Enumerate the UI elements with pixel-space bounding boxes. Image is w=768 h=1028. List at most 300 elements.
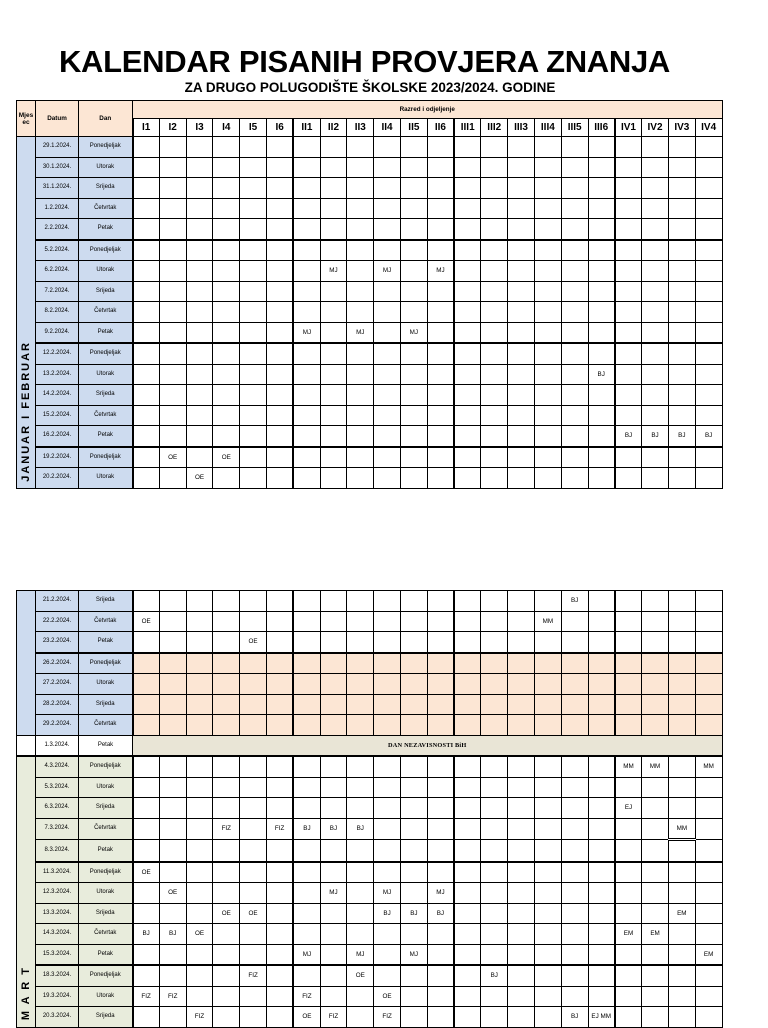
- exam-cell-i5: [240, 447, 267, 468]
- table-row: [17, 986, 723, 1007]
- exam-cell-ii6: [427, 591, 454, 612]
- exam-cell-i5: [240, 468, 267, 489]
- exam-cell-iv2: [642, 986, 669, 1007]
- exam-cell-ii4: [374, 343, 401, 364]
- exam-cell-iii3: [508, 343, 535, 364]
- exam-cell-i1: [133, 777, 160, 798]
- exam-cell-ii1: [293, 405, 320, 426]
- exam-cell-iii2: [481, 986, 508, 1007]
- exam-cell-iv4: [695, 611, 722, 632]
- exam-cell-iii1: [454, 777, 481, 798]
- exam-cell-ii3: [347, 364, 374, 385]
- date-cell: 19.3.2024.: [36, 986, 79, 1007]
- exam-cell-ii4: [374, 924, 401, 945]
- exam-cell-iv3: [668, 756, 695, 777]
- exam-cell-ii1: [293, 178, 320, 199]
- exam-cell-iii2: [481, 157, 508, 178]
- table-row: [17, 343, 723, 364]
- header-class-i4: I4: [213, 119, 240, 137]
- date-cell: 6.2.2024.: [36, 261, 79, 282]
- table-row: [17, 322, 723, 343]
- exam-cell-iii4: [534, 903, 561, 924]
- day-cell: Petak: [79, 426, 133, 447]
- exam-cell-ii1: [293, 364, 320, 385]
- exam-cell-i1: [133, 653, 160, 674]
- exam-cell-iv2: BJ: [642, 426, 669, 447]
- exam-cell-i5: FIZ: [240, 965, 267, 986]
- exam-cell-i3: [186, 137, 213, 158]
- exam-cell-ii4: [374, 281, 401, 302]
- exam-cell-i4: [213, 322, 240, 343]
- exam-cell-iii4: [534, 674, 561, 695]
- exam-cell-ii6: [427, 219, 454, 240]
- exam-cell-i2: [159, 903, 186, 924]
- exam-cell-iii3: [508, 178, 535, 199]
- exam-cell-i2: [159, 302, 186, 323]
- exam-cell-iii2: [481, 903, 508, 924]
- exam-cell-iii2: [481, 447, 508, 468]
- exam-cell-ii2: [320, 385, 347, 406]
- exam-cell-iv3: BJ: [668, 426, 695, 447]
- exam-cell-iv1: [615, 862, 642, 883]
- header-razred-i-odjeljenje: Razred i odjeljenje: [133, 101, 723, 119]
- exam-cell-ii2: [320, 240, 347, 261]
- exam-cell-iii5: [561, 468, 588, 489]
- exam-cell-iv1: [615, 364, 642, 385]
- exam-cell-ii6: [427, 674, 454, 695]
- day-cell: Utorak: [79, 468, 133, 489]
- exam-cell-iii5: [561, 611, 588, 632]
- exam-cell-iii2: [481, 178, 508, 199]
- exam-cell-iii6: [588, 178, 615, 199]
- date-cell: 23.2.2024.: [36, 632, 79, 653]
- exam-cell-ii1: FIZ: [293, 986, 320, 1007]
- exam-cell-iii3: [508, 653, 535, 674]
- exam-cell-iv2: [642, 447, 669, 468]
- table-row: [17, 735, 723, 756]
- exam-cell-iii4: [534, 715, 561, 736]
- exam-cell-iii5: BJ: [561, 1007, 588, 1028]
- table-row: [17, 137, 723, 158]
- exam-cell-iii6: [588, 944, 615, 965]
- header-class-iv4: IV4: [695, 119, 722, 137]
- date-cell: 12.3.2024.: [36, 883, 79, 904]
- exam-cell-ii1: [293, 903, 320, 924]
- header-class-iii4: III4: [534, 119, 561, 137]
- exam-cell-iv4: [695, 653, 722, 674]
- exam-cell-i6: [266, 468, 293, 489]
- exam-cell-iii1: [454, 903, 481, 924]
- exam-cell-ii5: [400, 364, 427, 385]
- exam-cell-iv4: [695, 261, 722, 282]
- exam-cell-ii4: MJ: [374, 883, 401, 904]
- exam-cell-iii3: [508, 219, 535, 240]
- exam-cell-iv4: [695, 240, 722, 261]
- exam-cell-i3: [186, 219, 213, 240]
- exam-cell-ii1: [293, 240, 320, 261]
- exam-cell-i5: [240, 178, 267, 199]
- exam-cell-i4: [213, 715, 240, 736]
- exam-cell-ii4: [374, 426, 401, 447]
- day-cell: Srijeda: [79, 281, 133, 302]
- exam-cell-iii5: [561, 986, 588, 1007]
- exam-cell-i2: [159, 322, 186, 343]
- exam-cell-i5: [240, 240, 267, 261]
- exam-cell-iii1: [454, 883, 481, 904]
- exam-cell-i2: BJ: [159, 924, 186, 945]
- exam-cell-ii3: [347, 715, 374, 736]
- exam-cell-ii6: [427, 198, 454, 219]
- exam-cell-ii2: [320, 426, 347, 447]
- exam-cell-i3: [186, 674, 213, 695]
- exam-cell-ii6: [427, 468, 454, 489]
- date-cell: 8.3.2024.: [36, 840, 79, 862]
- exam-cell-i3: [186, 611, 213, 632]
- exam-cell-i2: [159, 281, 186, 302]
- exam-cell-iv4: [695, 468, 722, 489]
- exam-cell-iv2: [642, 322, 669, 343]
- exam-cell-ii4: [374, 653, 401, 674]
- exam-cell-i6: [266, 903, 293, 924]
- exam-cell-i2: [159, 818, 186, 840]
- exam-cell-iv4: [695, 818, 722, 840]
- exam-cell-ii3: [347, 302, 374, 323]
- exam-cell-i1: [133, 591, 160, 612]
- exam-cell-iii4: [534, 756, 561, 777]
- exam-cell-iii2: [481, 302, 508, 323]
- exam-cell-i6: [266, 756, 293, 777]
- exam-cell-ii5: [400, 694, 427, 715]
- exam-cell-i4: [213, 405, 240, 426]
- exam-cell-iii5: [561, 447, 588, 468]
- exam-cell-iii1: [454, 447, 481, 468]
- exam-cell-iv2: [642, 674, 669, 695]
- exam-cell-iii3: [508, 385, 535, 406]
- exam-cell-ii1: [293, 426, 320, 447]
- exam-cell-i6: [266, 965, 293, 986]
- exam-cell-iii4: [534, 281, 561, 302]
- exam-cell-ii5: [400, 883, 427, 904]
- exam-cell-iii1: [454, 137, 481, 158]
- exam-cell-i3: [186, 777, 213, 798]
- table-row: [17, 157, 723, 178]
- exam-cell-iii6: [588, 385, 615, 406]
- exam-cell-ii1: [293, 798, 320, 819]
- table-row: [17, 385, 723, 406]
- exam-cell-iii3: [508, 756, 535, 777]
- exam-cell-i4: [213, 694, 240, 715]
- exam-cell-i5: [240, 694, 267, 715]
- exam-cell-i2: [159, 426, 186, 447]
- exam-cell-i1: [133, 198, 160, 219]
- exam-cell-i2: [159, 178, 186, 199]
- exam-cell-ii5: [400, 137, 427, 158]
- table-row: [17, 405, 723, 426]
- exam-cell-ii5: [400, 405, 427, 426]
- day-cell: Srijeda: [79, 798, 133, 819]
- exam-cell-iii4: [534, 653, 561, 674]
- exam-cell-i6: [266, 611, 293, 632]
- exam-cell-ii5: [400, 840, 427, 862]
- day-cell: Četvrtak: [79, 198, 133, 219]
- table-row: [17, 674, 723, 695]
- exam-cell-iii2: [481, 281, 508, 302]
- exam-cell-iii3: [508, 364, 535, 385]
- exam-cell-ii1: [293, 385, 320, 406]
- exam-cell-ii5: [400, 632, 427, 653]
- exam-cell-i4: [213, 240, 240, 261]
- date-cell: 18.3.2024.: [36, 965, 79, 986]
- exam-cell-ii3: [347, 924, 374, 945]
- exam-cell-iv3: MM: [668, 818, 695, 840]
- exam-cell-iv2: [642, 405, 669, 426]
- exam-cell-ii5: [400, 178, 427, 199]
- date-cell: 14.3.2024.: [36, 924, 79, 945]
- exam-cell-ii5: [400, 302, 427, 323]
- exam-cell-i6: [266, 157, 293, 178]
- exam-cell-i4: [213, 862, 240, 883]
- exam-cell-iii6: [588, 965, 615, 986]
- exam-cell-iii1: [454, 405, 481, 426]
- exam-cell-iii5: [561, 405, 588, 426]
- exam-cell-ii1: [293, 715, 320, 736]
- exam-cell-ii5: [400, 653, 427, 674]
- exam-cell-ii4: [374, 178, 401, 199]
- exam-cell-i5: [240, 322, 267, 343]
- exam-cell-iii3: [508, 862, 535, 883]
- exam-cell-ii3: [347, 632, 374, 653]
- exam-cell-iii6: [588, 986, 615, 1007]
- exam-cell-i4: [213, 364, 240, 385]
- exam-cell-i3: [186, 426, 213, 447]
- exam-cell-i2: [159, 198, 186, 219]
- exam-cell-ii4: [374, 694, 401, 715]
- table-row: [17, 240, 723, 261]
- exam-cell-iii1: [454, 798, 481, 819]
- exam-cell-iii1: [454, 468, 481, 489]
- date-cell: 16.2.2024.: [36, 426, 79, 447]
- exam-cell-iii3: [508, 924, 535, 945]
- day-cell: Petak: [79, 632, 133, 653]
- exam-cell-iv4: [695, 157, 722, 178]
- exam-cell-iii4: [534, 591, 561, 612]
- exam-cell-ii5: [400, 777, 427, 798]
- exam-cell-iii4: [534, 447, 561, 468]
- exam-cell-iii4: [534, 322, 561, 343]
- exam-cell-iv2: [642, 219, 669, 240]
- exam-cell-ii2: [320, 674, 347, 695]
- exam-cell-i5: [240, 862, 267, 883]
- exam-cell-iv3: [668, 178, 695, 199]
- exam-cell-iii4: [534, 343, 561, 364]
- exam-cell-ii1: [293, 632, 320, 653]
- exam-cell-iv1: [615, 468, 642, 489]
- exam-cell-i2: [159, 364, 186, 385]
- exam-cell-ii3: [347, 178, 374, 199]
- exam-cell-ii1: MJ: [293, 322, 320, 343]
- exam-cell-i5: [240, 591, 267, 612]
- exam-cell-ii3: [347, 777, 374, 798]
- exam-cell-ii5: [400, 157, 427, 178]
- exam-cell-ii3: [347, 219, 374, 240]
- exam-cell-ii1: [293, 674, 320, 695]
- exam-cell-iv2: [642, 468, 669, 489]
- exam-cell-i4: [213, 986, 240, 1007]
- exam-cell-iii3: [508, 674, 535, 695]
- day-cell: Četvrtak: [79, 405, 133, 426]
- exam-cell-iii6: EJ MM: [588, 1007, 615, 1028]
- exam-cell-ii6: [427, 364, 454, 385]
- exam-cell-iv3: EM: [668, 903, 695, 924]
- day-cell: Utorak: [79, 157, 133, 178]
- exam-cell-ii5: [400, 447, 427, 468]
- exam-cell-i5: [240, 426, 267, 447]
- exam-cell-i1: [133, 632, 160, 653]
- exam-cell-ii6: [427, 281, 454, 302]
- exam-cell-iii6: [588, 715, 615, 736]
- exam-cell-ii2: BJ: [320, 818, 347, 840]
- exam-cell-iii3: [508, 468, 535, 489]
- exam-cell-i1: [133, 694, 160, 715]
- exam-cell-iv2: [642, 694, 669, 715]
- exam-cell-iii3: [508, 840, 535, 862]
- exam-cell-i6: [266, 694, 293, 715]
- exam-cell-ii1: [293, 261, 320, 282]
- exam-cell-ii5: [400, 798, 427, 819]
- exam-cell-i3: [186, 261, 213, 282]
- exam-cell-iv1: [615, 986, 642, 1007]
- day-cell: Srijeda: [79, 591, 133, 612]
- exam-cell-iii4: [534, 364, 561, 385]
- day-cell: Srijeda: [79, 903, 133, 924]
- exam-cell-iii5: [561, 178, 588, 199]
- exam-cell-iv4: [695, 715, 722, 736]
- exam-cell-i5: [240, 343, 267, 364]
- exam-cell-i4: [213, 924, 240, 945]
- exam-cell-ii6: [427, 343, 454, 364]
- exam-cell-iii5: [561, 302, 588, 323]
- exam-cell-iv1: [615, 198, 642, 219]
- exam-cell-i5: OE: [240, 632, 267, 653]
- exam-cell-iii5: [561, 715, 588, 736]
- exam-cell-iv1: [615, 840, 642, 862]
- exam-cell-iii3: [508, 903, 535, 924]
- exam-cell-i5: [240, 777, 267, 798]
- exam-cell-iii2: [481, 777, 508, 798]
- day-cell: Utorak: [79, 883, 133, 904]
- exam-cell-iii6: [588, 818, 615, 840]
- exam-cell-i6: [266, 426, 293, 447]
- exam-cell-ii1: [293, 447, 320, 468]
- exam-cell-iii3: [508, 818, 535, 840]
- exam-cell-i1: [133, 883, 160, 904]
- day-cell: Utorak: [79, 364, 133, 385]
- exam-cell-ii5: [400, 468, 427, 489]
- header-dan: Dan: [79, 101, 133, 137]
- exam-cell-ii2: [320, 364, 347, 385]
- exam-cell-iv3: [668, 219, 695, 240]
- table-row: [17, 798, 723, 819]
- exam-cell-i6: [266, 944, 293, 965]
- exam-cell-iii6: [588, 322, 615, 343]
- exam-cell-ii3: [347, 798, 374, 819]
- exam-cell-iv4: [695, 322, 722, 343]
- exam-cell-iii5: [561, 883, 588, 904]
- exam-cell-ii5: MJ: [400, 322, 427, 343]
- exam-cell-iii2: [481, 924, 508, 945]
- day-cell: Četvrtak: [79, 715, 133, 736]
- exam-cell-iv4: [695, 840, 722, 862]
- exam-cell-i6: [266, 219, 293, 240]
- exam-cell-iv2: [642, 777, 669, 798]
- exam-cell-i1: [133, 674, 160, 695]
- table-row: [17, 611, 723, 632]
- exam-cell-iii5: [561, 818, 588, 840]
- exam-cell-iii1: [454, 302, 481, 323]
- exam-cell-i3: [186, 715, 213, 736]
- exam-cell-ii2: [320, 611, 347, 632]
- exam-cell-iv1: [615, 674, 642, 695]
- exam-cell-ii2: [320, 591, 347, 612]
- exam-cell-ii3: [347, 281, 374, 302]
- exam-cell-i2: [159, 632, 186, 653]
- exam-cell-iii5: [561, 924, 588, 945]
- date-cell: 7.2.2024.: [36, 281, 79, 302]
- exam-cell-i6: [266, 198, 293, 219]
- exam-cell-iii2: [481, 343, 508, 364]
- exam-cell-ii2: [320, 343, 347, 364]
- exam-cell-i3: [186, 883, 213, 904]
- table-row: [17, 715, 723, 736]
- exam-cell-i3: [186, 322, 213, 343]
- exam-cell-iii1: [454, 986, 481, 1007]
- exam-cell-iv4: [695, 302, 722, 323]
- exam-cell-i2: [159, 798, 186, 819]
- exam-cell-i3: [186, 903, 213, 924]
- day-cell: Srijeda: [79, 1007, 133, 1028]
- exam-cell-i3: [186, 385, 213, 406]
- exam-cell-i3: [186, 944, 213, 965]
- exam-cell-i1: [133, 302, 160, 323]
- exam-cell-ii5: [400, 965, 427, 986]
- day-cell: Četvrtak: [79, 924, 133, 945]
- exam-cell-ii3: [347, 883, 374, 904]
- exam-cell-iii4: [534, 468, 561, 489]
- exam-cell-iii5: [561, 944, 588, 965]
- month-column-januar-februar: [17, 137, 36, 489]
- exam-cell-iv1: [615, 944, 642, 965]
- exam-cell-iv2: [642, 632, 669, 653]
- exam-cell-iii3: [508, 965, 535, 986]
- day-cell: Četvrtak: [79, 818, 133, 840]
- exam-cell-iv1: BJ: [615, 426, 642, 447]
- exam-cell-iii2: [481, 798, 508, 819]
- exam-cell-ii1: [293, 219, 320, 240]
- exam-cell-iv1: EJ: [615, 798, 642, 819]
- exam-cell-iv3: [668, 468, 695, 489]
- table-row: [17, 178, 723, 199]
- date-cell: 31.1.2024.: [36, 178, 79, 199]
- date-cell: 27.2.2024.: [36, 674, 79, 695]
- exam-cell-ii1: [293, 883, 320, 904]
- exam-cell-i3: [186, 281, 213, 302]
- exam-cell-ii3: [347, 240, 374, 261]
- exam-cell-ii4: [374, 364, 401, 385]
- exam-cell-iii3: [508, 198, 535, 219]
- exam-cell-i5: [240, 405, 267, 426]
- exam-cell-iv4: [695, 405, 722, 426]
- exam-cell-iii6: [588, 777, 615, 798]
